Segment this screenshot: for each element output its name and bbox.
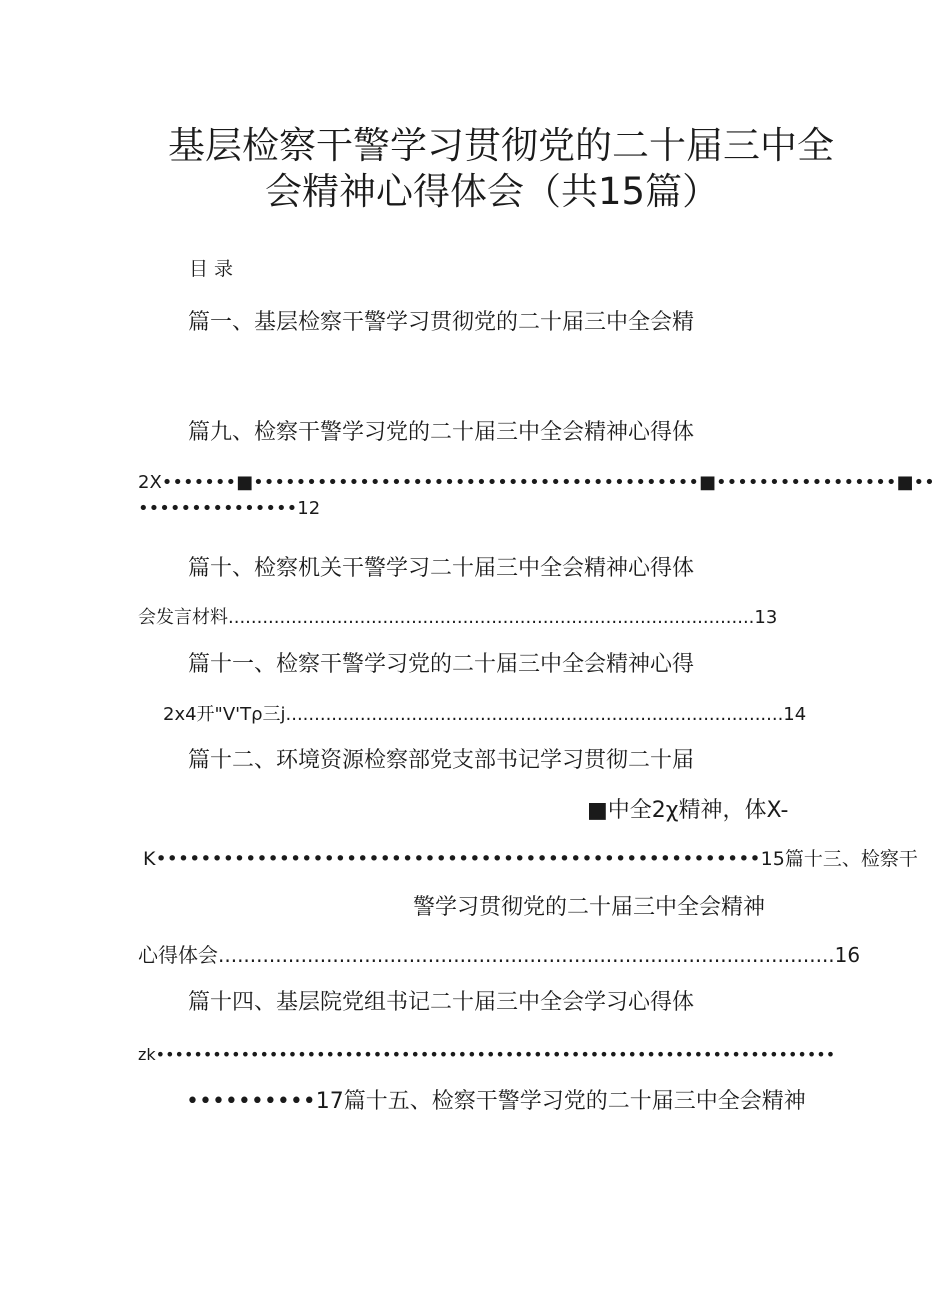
- toc-entry-12-leader: K••••••••••••••••••••••••••••••••••••••••••••••••••••••15篇十三、检察干: [143, 848, 918, 870]
- toc-heading: 目录: [189, 258, 240, 280]
- toc-entry-11: 篇十一、检察干警学习党的二十届三中全会精神心得: [188, 652, 695, 677]
- toc-entry-12: 篇十二、环境资源检察部党支部书记学习贯彻二十届: [188, 748, 695, 773]
- toc-entry-10: 篇十、检察机关干警学习二十届三中全会精神心得体: [188, 556, 695, 581]
- toc-entry-10-leader: 会发言材料............................................................................................13: [138, 607, 778, 628]
- toc-entry-9-page: •••••••••••••••12: [138, 498, 321, 519]
- toc-entry-13-leader: 心得体会.................................................................................................16: [138, 943, 861, 967]
- toc-entry-13-cont: 警学习贯彻党的二十届三中全会精神: [413, 895, 766, 920]
- toc-entry-1: 篇一、基层检察干警学习贯彻党的二十届三中全会精: [188, 310, 695, 335]
- toc-entry-14-leader: zk••••••••••••••••••••••••••••••••••••••••••••••••••••••••••••••••••••••••: [138, 1045, 836, 1064]
- toc-entry-12-cont: ■中全2χ精神，体X-: [587, 798, 789, 823]
- toc-entry-11-leader: 2x4开"V'Tρ三j.......................................................................................14: [163, 704, 807, 725]
- toc-entry-9: 篇九、检察干警学习党的二十届三中全会精神心得体: [188, 420, 695, 445]
- toc-entry-14: 篇十四、基层院党组书记二十届三中全会学习心得体: [188, 990, 695, 1015]
- toc-entry-9-leader: 2X•••••••■••••••••••••••••••••••••••••••••••••••••••■•••••••••••••••••■••: [138, 472, 935, 493]
- document-title-line-2: 会精神心得体会（共15篇）: [265, 170, 720, 213]
- toc-entry-15: ••••••••••17篇十五、检察干警学习党的二十届三中全会精神: [186, 1089, 806, 1114]
- document-title-line-1: 基层检察干警学习贯彻党的二十届三中全: [168, 124, 834, 167]
